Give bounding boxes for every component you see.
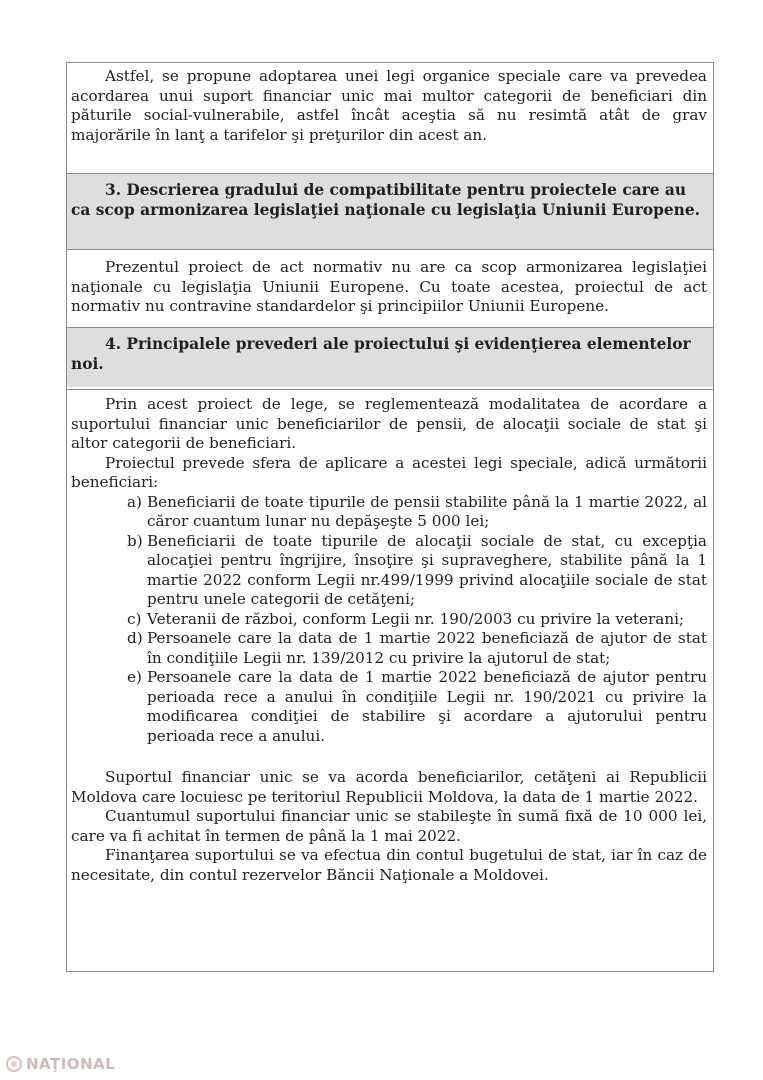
list-marker: b) [127,531,143,550]
section3-body-row [67,249,713,325]
list-item-text: Beneficiarii de toate tipurile de alocaţii sociale de stat, cu excepţia alocaţiei pentru îngrijire, însoţire şi supraveghere, stabilite până la 1 martie 2022 conform Legii nr.499/1999 privind alocaţiile sociale de stat pentru unele categorii de cetăţeni; [147,531,707,608]
list-marker: d) [127,629,143,647]
list-item [71,668,707,746]
section4-paragraph-1: Prin acest proiect de lege, se reglementează modalitatea de acordare a suportului financiar unic beneficiarilor de pensii, de alocaţii sociale de stat şi altor categorii de beneficiari. [71,395,707,452]
section3-paragraph: Prezentul proiect de act normativ nu are ca scop armonizarea legislaţiei naţionale cu legislaţia Uniunii Europene. Cu toate acestea, proiectul de act normativ nu contravine standardelor şi principiilor Uniunii Europene. [71,258,707,315]
section4-paragraph-5: Finanţarea suportului se va efectua din contul bugetului de stat, iar în caz de necesitate, din contul rezervelor Băncii Naţionale a Moldovei. [71,846,707,884]
section4-paragraph-4: Cuantumul suportului financiar unic se stabileşte în sumă fixă de 10 000 lei, care va fi achitat în termen de până la 1 mai 2022. [71,807,707,845]
section4-body-row [67,389,713,971]
beneficiaries-list [71,493,707,747]
watermark-logo [6,1053,115,1075]
list-marker: e) [127,668,142,686]
list-item [71,532,707,610]
section4-paragraph-2: Proiectul prevede sfera de aplicare a acestei legi speciale, adică următorii beneficiari: [71,453,707,491]
list-marker: a) [127,492,142,511]
section4-heading-text: 4. Principalele prevederi ale proiectului şi evidenţierea elementelor noi. [71,335,691,373]
watermark-text: NAŢIONAL [26,1055,116,1073]
list-item-text: Persoanele care la data de 1 martie 2022 beneficiază de ajutor de stat în condiţiile Legii nr. 139/2012 cu privire la ajutorul de stat; [147,629,707,667]
section3-heading-text: 3. Descrierea gradului de compatibilitate pentru proiectele care au ca scop armonizarea legislaţiei naţionale cu legislaţia Uniunii Europene. [71,181,700,219]
list-item [71,610,707,630]
list-item [71,629,707,668]
intro-paragraph: Astfel, se propune adoptarea unei legi organice speciale care va prevedea acordarea unui suport financiar unic mai multor categorii de beneficiari din păturile social-vulnerabile, astfel încât aceştia să nu resimtă atât de grav majorările în lanţ a tarifelor şi preţurilor din acest an. [71,67,707,144]
list-item [71,493,707,532]
list-item-text: Beneficiarii de toate tipurile de pensii stabilite până la 1 martie 2022, al căror cuantum lunar nu depăşeşte 5 000 lei; [147,492,707,530]
section4-heading [67,328,713,374]
document-table [66,62,714,972]
national-logo-icon [6,1056,22,1072]
section3-heading-row [67,173,713,249]
intro-row [67,63,713,173]
list-marker: c) [127,609,142,628]
section4-paragraph-3: Suportul financiar unic se va acorda beneficiarilor, cetăţeni ai Republicii Moldova care locuiesc pe teritoriul Republicii Moldova, la data de 1 martie 2022. [71,768,707,806]
section4-heading-row [67,327,713,387]
list-item-text: Persoanele care la data de 1 martie 2022 beneficiază de ajutor pentru perioada rece a anului în condiţiile Legii nr. 190/2021 cu privire la modificarea condiţiei de stabilire şi acordare a ajutorului pentru perioada rece a anului. [147,668,707,745]
section3-heading [67,174,713,220]
list-item-text: Veteranii de război, conform Legii nr. 190/2003 cu privire la veterani; [147,609,685,628]
